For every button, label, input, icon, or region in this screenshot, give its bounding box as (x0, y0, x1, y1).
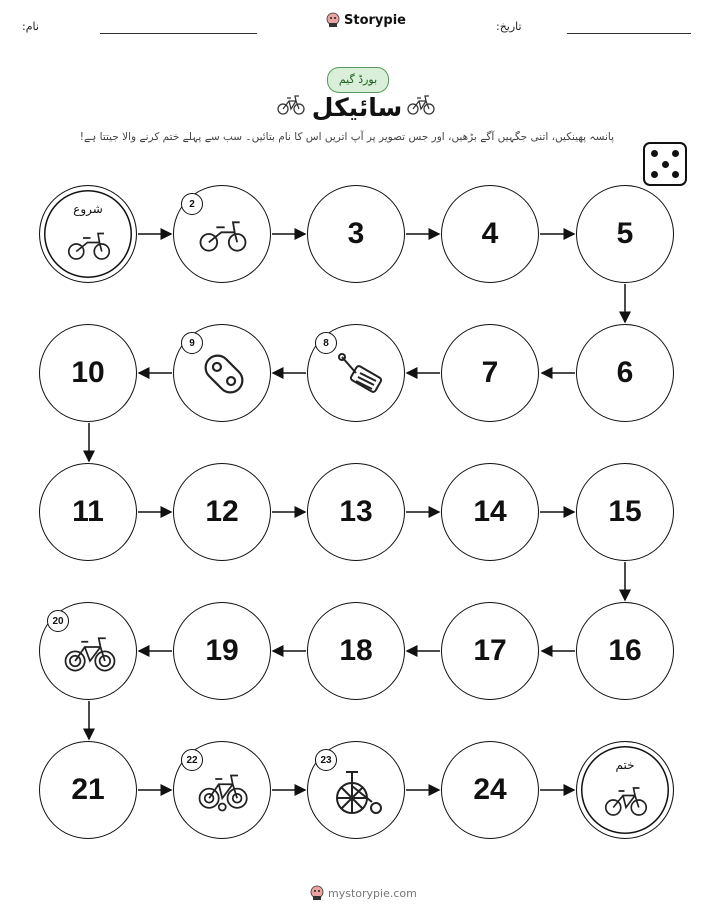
board-space-18: 18 (307, 602, 405, 700)
board-space-2 (173, 185, 271, 283)
space-number-badge: 9 (181, 332, 203, 354)
space-number-badge: 22 (181, 749, 203, 771)
page-title: سائیکل (311, 93, 403, 122)
training-wheels-bike-icon (196, 772, 252, 814)
space-number-badge: 23 (315, 749, 337, 771)
board-space-17: 17 (441, 602, 539, 700)
instructions: پانسہ پھینکیں، اتنی جگہیں آگے بڑھیں، اور جس تصویر پر آپ اتریں اس کا نام بتائیں۔ سب سے پہلے ختم کرنے والا جیتتا ہے! (79, 131, 614, 143)
chain-link-icon (202, 349, 246, 399)
board-space-5: 5 (576, 185, 674, 283)
board-space-7: 7 (441, 324, 539, 422)
finish-label: ختم (615, 758, 635, 772)
board-space-6: 6 (576, 324, 674, 422)
finish-space (576, 741, 674, 839)
balance-bike-icon (65, 226, 113, 262)
board-space-15: 15 (576, 463, 674, 561)
balance-bike-icon (198, 214, 248, 254)
name-label: نام: (22, 20, 39, 33)
board-space-23 (307, 741, 405, 839)
board-game-badge: بورڈ گیم (327, 67, 389, 93)
footer (310, 885, 417, 901)
board-space-10: 10 (39, 324, 137, 422)
space-number-badge: 20 (47, 610, 69, 632)
board-space-24: 24 (441, 741, 539, 839)
space-number-badge: 8 (315, 332, 337, 354)
space-number-badge: 2 (181, 193, 203, 215)
date-label: تاریخ: (496, 20, 522, 33)
board-space-12: 12 (173, 463, 271, 561)
start-space (39, 185, 137, 283)
board-space-11: 11 (39, 463, 137, 561)
board-space-21: 21 (39, 741, 137, 839)
start-label: شروع (73, 202, 103, 216)
pedal-icon (334, 351, 384, 399)
board-space-14: 14 (441, 463, 539, 561)
board-space-13: 13 (307, 463, 405, 561)
tricycle-icon (332, 766, 384, 818)
board-space-16: 16 (576, 602, 674, 700)
brand-name: Storypie (344, 12, 406, 28)
footer-site-link[interactable]: mystorypie.com (328, 886, 417, 900)
board-space-4: 4 (441, 185, 539, 283)
board-space-8 (307, 324, 405, 422)
board-space-22 (173, 741, 271, 839)
board-space-9 (173, 324, 271, 422)
brand-mascot-icon (310, 885, 324, 901)
board-space-3: 3 (307, 185, 405, 283)
bicycle-icon (62, 633, 118, 675)
bicycle-icon (602, 782, 650, 818)
board-space-20 (39, 602, 137, 700)
board-space-19: 19 (173, 602, 271, 700)
